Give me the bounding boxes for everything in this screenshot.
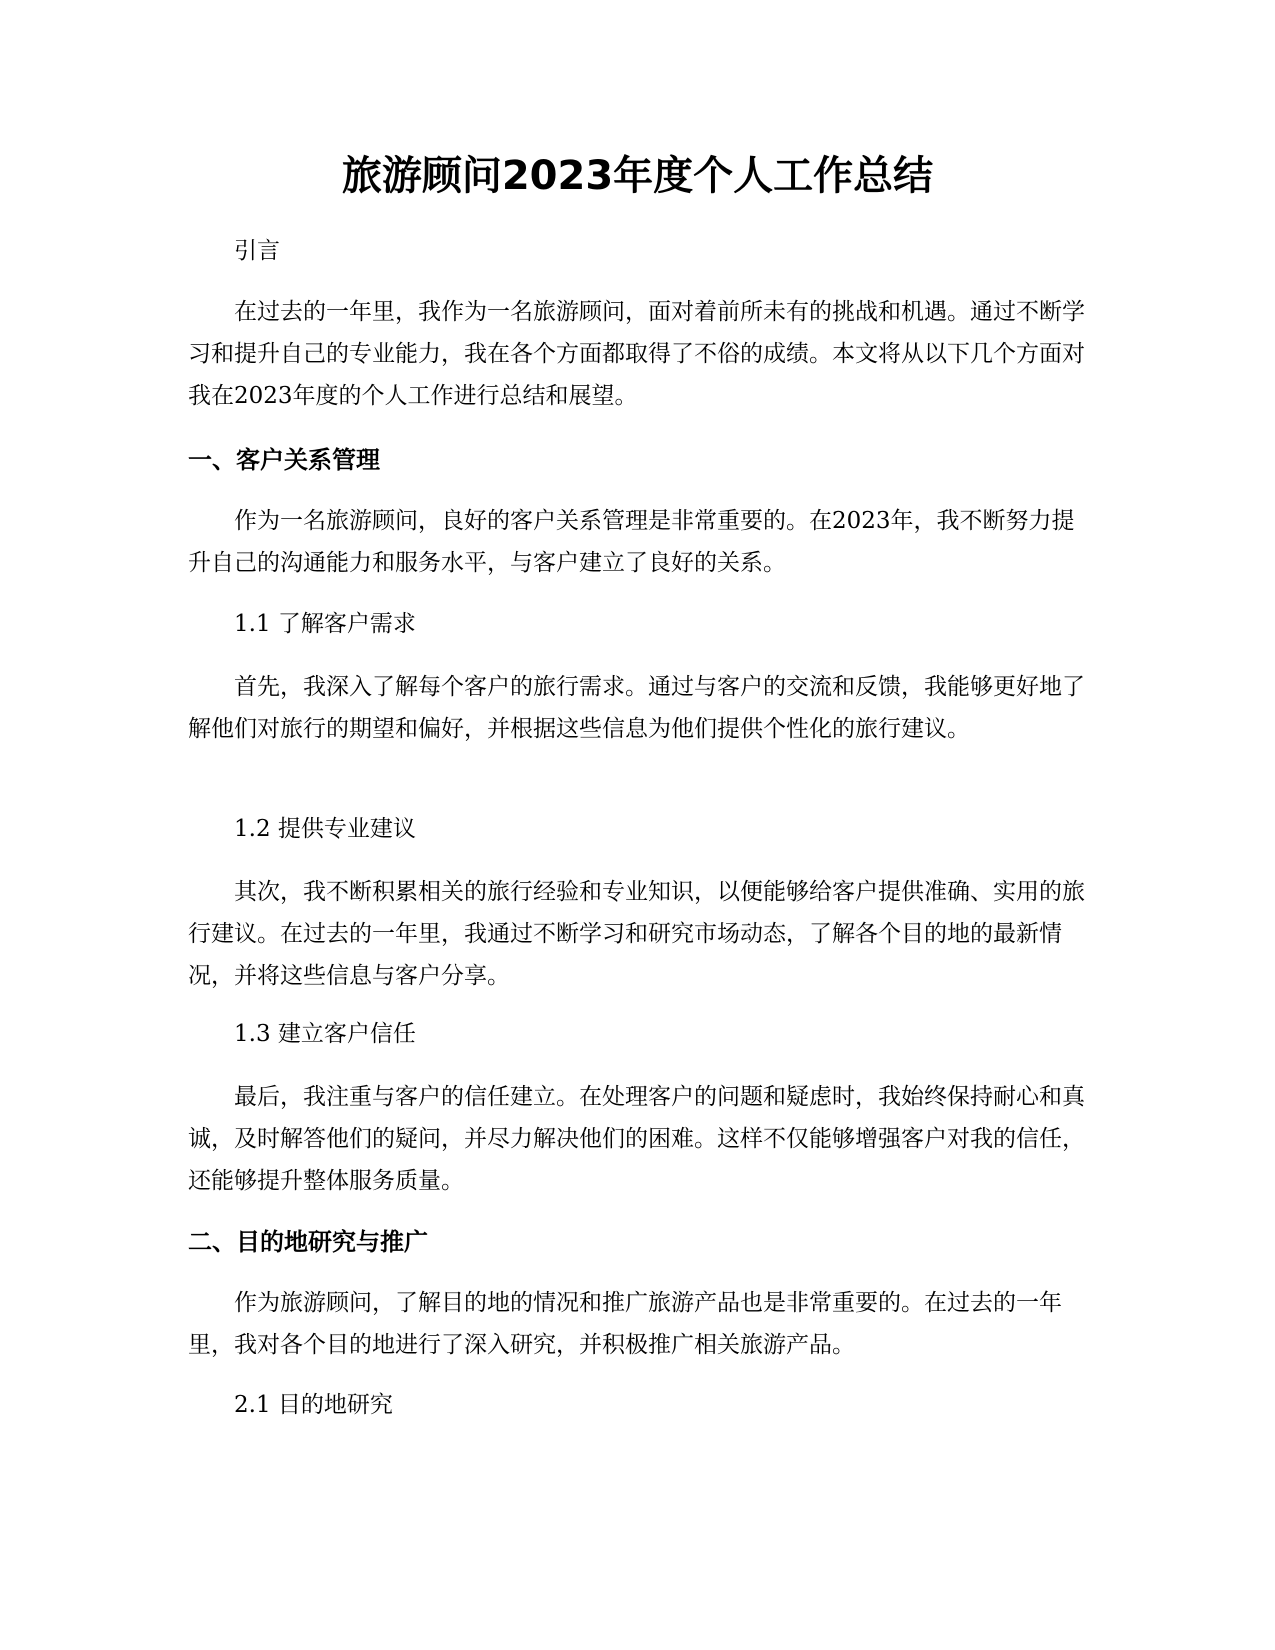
section-1-paragraph: 作为一名旅游顾问，良好的客户关系管理是非常重要的。在2023年，我不断努力提升自己的沟通能力和服务水平，与客户建立了良好的关系。 <box>188 508 1075 576</box>
intro-label: 引言 <box>234 238 280 264</box>
subsection-2-1-label: 2.1 目的地研究 <box>234 1392 393 1418</box>
subsection-1-1-paragraph: 首先，我深入了解每个客户的旅行需求。通过与客户的交流和反馈，我能够更好地了解他们对旅行的期望和偏好，并根据这些信息为他们提供个性化的旅行建议。 <box>188 674 1085 742</box>
subsection-1-2-paragraph: 其次，我不断积累相关的旅行经验和专业知识，以便能够给客户提供准确、实用的旅行建议。在过去的一年里，我通过不断学习和研究市场动态，了解各个目的地的最新情况，并将这些信息与客户分享。 <box>188 879 1085 989</box>
section-2-paragraph: 作为旅游顾问，了解目的地的情况和推广旅游产品也是非常重要的。在过去的一年里，我对各个目的地进行了深入研究，并积极推广相关旅游产品。 <box>188 1290 1062 1358</box>
subsection-1-3-label: 1.3 建立客户信任 <box>234 1021 416 1047</box>
intro-paragraph: 在过去的一年里，我作为一名旅游顾问，面对着前所未有的挑战和机遇。通过不断学习和提升自己的专业能力，我在各个方面都取得了不俗的成绩。本文将从以下几个方面对我在2023年度的个人工作进行总结和展望。 <box>188 299 1085 409</box>
section-2-heading: 二、目的地研究与推广 <box>188 1228 428 1256</box>
section-1-heading: 一、客户关系管理 <box>188 446 380 474</box>
document-title: 旅游顾问2023年度个人工作总结 <box>341 153 934 199</box>
subsection-1-1-label: 1.1 了解客户需求 <box>234 611 416 637</box>
subsection-1-2-label: 1.2 提供专业建议 <box>234 816 416 842</box>
subsection-1-3-paragraph: 最后，我注重与客户的信任建立。在处理客户的问题和疑虑时，我始终保持耐心和真诚，及时解答他们的疑问，并尽力解决他们的困难。这样不仅能够增强客户对我的信任，还能够提升整体服务质量。 <box>188 1084 1085 1194</box>
